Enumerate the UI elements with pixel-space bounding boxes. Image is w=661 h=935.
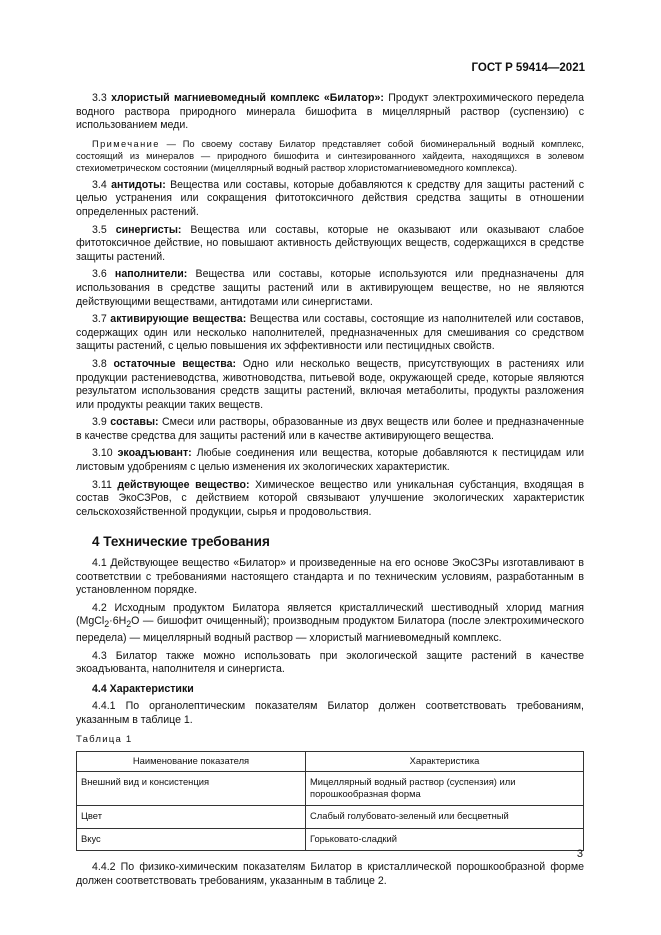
clause-3-9 — [76, 416, 584, 443]
clause-3-11 — [76, 479, 584, 520]
table-cell: Мицеллярный водный раствор (суспензия) или порошкообразная форма — [306, 771, 584, 806]
document-body — [76, 92, 584, 888]
clause-term: действующее вещество: — [117, 478, 250, 491]
clause-3-7 — [76, 313, 584, 354]
clause-term: наполнители: — [114, 268, 188, 281]
table-cell: Внешний вид и консистенция — [77, 771, 306, 806]
clause-term: активирующие вещества: — [110, 313, 247, 326]
clause-3-10 — [76, 447, 584, 474]
clause-4-2: 4.2 Исходным продуктом Билатора является кристаллический шестиводный хлорид магния ($MgCl_2\cdot 6H_2O$ — бишофит очищенный); производным продуктом Билатора (после электрохимического передела) — мицеллярный водный раствор — хлористый магниевомедный комплекс. — [76, 601, 584, 645]
table-caption: Таблица 1 — [76, 733, 133, 745]
subsection-heading: 4.4 Характеристики — [92, 682, 194, 695]
clause-term: экоадъювант: — [117, 447, 192, 460]
clause-text: Химическое вещество или уникальная субстанция, входящая в состав ЭкоСЗРов, с действием которой связывают улучшение экологических характеристик сельскохозяйственной продукции, сырья и продовольствия. — [76, 478, 585, 518]
clause-text: Любые соединения или вещества, которые добавляются к пестицидам или листовым удобрениям с целью изменения их экологических характеристик. — [76, 447, 584, 474]
clause-text: Вещества или составы, состоящие из наполнителей или составов, содержащих один или несколько наполнителей, предназначенных для смешивания со средством защиты растений, с целью повышения их эффективности или пестицидных свойств. — [76, 313, 585, 353]
clause-text: Вещества или составы, которые добавляются к средству для защиты растений с целью устранения или сокращения фитотоксичного действия средства защиты в отношении определенных растений. — [76, 178, 584, 218]
clause-text: Вещества или составы, которые не оказывают или оказывают слабое фитотоксичное действие, но повышают активность действующих веществ, содержащихся в средстве защиты растений. — [76, 223, 584, 263]
clause-3-6 — [76, 268, 584, 309]
clause-term: хлористый магниевомедный комплекс «Билатор»: — [111, 92, 384, 104]
section-heading: 4 Технические требования — [92, 534, 270, 550]
page-number: 3 — [576, 848, 583, 860]
table-row — [77, 806, 584, 828]
clause-number: 3.3 — [92, 92, 112, 104]
clause-number: 3.9 — [92, 416, 111, 429]
clause-number: 3.4 — [92, 178, 112, 191]
table-header-row — [77, 752, 584, 771]
table-cell: Цвет — [77, 806, 306, 828]
clause-number: 3.7 — [92, 313, 111, 326]
clause-term: синергисты: — [115, 223, 182, 236]
clause-term: антидоты: — [111, 178, 166, 191]
clause-term: остаточные вещества: — [113, 357, 237, 370]
table-cell: Вкус — [77, 828, 306, 850]
clause-4-3: 4.3 Билатор также можно использовать при экологической защите растений в качестве экоадъюванта, наполнителя и синергиста. — [76, 649, 584, 676]
clause-3-8 — [76, 358, 584, 412]
document-code: ГОСТ Р 59414—2021 — [471, 62, 585, 74]
clause-4-4-1: 4.4.1 По органолептическим показателям Билатор должен соответствовать требованиям, указанным в таблице 1. — [76, 700, 584, 727]
clause-text: Продукт электрохимического передела водного раствора природного минерала бишофита в мицеллярный раствор (суспензию) с использованием меди. — [76, 92, 585, 132]
clause-3-3 — [76, 92, 584, 133]
clause-term: составы: — [110, 416, 159, 429]
table-cell: Горьковато-сладкий — [306, 828, 584, 850]
table-row — [77, 828, 584, 850]
note — [76, 138, 584, 174]
note-label: Примечание — [92, 138, 160, 149]
clause-3-4 — [76, 179, 584, 220]
table-header-cell: Наименование показателя — [77, 752, 306, 771]
clause-number: 3.8 — [92, 357, 114, 370]
clause-4-4-2: 4.4.2 По физико-химическим показателям Билатор в кристаллической порошкообразной форме должен соответствовать требованиям, указанным в таблице 2. — [76, 861, 584, 887]
table-header-cell: Характеристика — [306, 752, 584, 771]
clause-text: Вещества или составы, которые используются или предназначены для использования в средстве защиты растений или в активирующем веществе, но не являются действующими веществами, антидотами или синергистами. — [76, 268, 584, 308]
note-text: — По своему составу Билатор представляет собой биоминеральный водный комплекс, состоящий из минералов — природного бишофита и синтезированного хайдеита, находящихся в золевом стехиометрическом состоянии (мицеллярный водный раствор хлористомагниевомедного комплекса). — [76, 138, 584, 173]
table-cell: Слабый голубовато-зеленый или бесцветный — [306, 806, 584, 828]
clause-number: 3.6 — [92, 268, 115, 281]
clause-number: 3.11 — [92, 478, 118, 491]
clause-number: 3.10 — [92, 447, 118, 460]
clause-3-5 — [76, 224, 584, 265]
clause-number: 3.5 — [92, 223, 116, 236]
table-1 — [76, 751, 584, 851]
clause-text: Одно или несколько веществ, присутствующих в растениях или продукции растениеводства, животноводства, питьевой воде, окружающей среде, которые являются результатом использования средств защиты растений, включая метаболиты, продукты разложения или продукты реакции таких веществ. — [76, 357, 584, 411]
clause-4-1: 4.1 Действующее вещество «Билатор» и произведенные на его основе ЭкоСЗРы изготавливают в соответствии с требованиями настоящего стандарта и по техническим условиям, разработанным в установленном порядке. — [76, 557, 584, 597]
clause-text: Смеси или растворы, образованные из двух веществ или более и предназначенные в качестве средства для защиты растений или в качестве активирующего вещества. — [76, 416, 585, 442]
table-row — [77, 771, 584, 806]
